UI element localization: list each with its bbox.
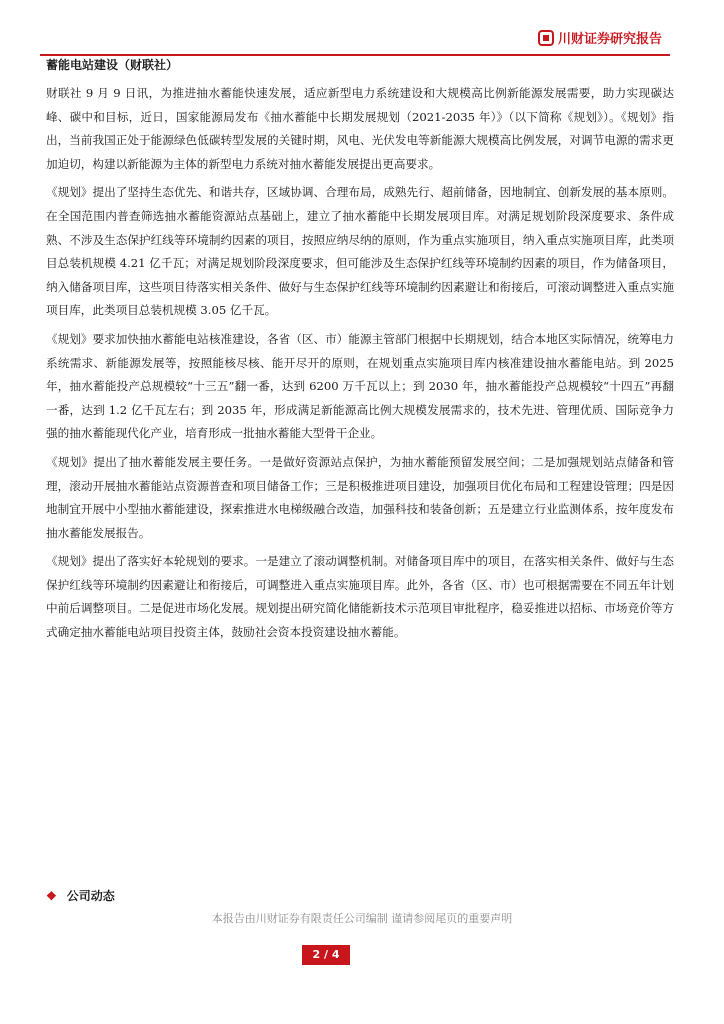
chuancai-logo-icon <box>538 30 554 46</box>
paragraph: 《规划》提出了抽水蓄能发展主要任务。一是做好资源站点保护，为抽水蓄能预留发展空间；二是加强规划站点储备和管理，滚动开展抽水蓄能站点资源普查和项目储备工作；三是积极推进项目建设，加强项目优化布局和工程建设管理；四是因地制宜开展中小型抽水蓄能建设，探索推进水电梯级融合改造，加强科技和装备创新；五是建立行业监测体系，按年度发布抽水蓄能发展报告。 <box>46 454 674 540</box>
subheading-text: 公司动态 <box>66 889 115 903</box>
paragraph: 《规划》提出了坚持生态优先、和谐共存，区域协调、合理布局，成熟先行、超前储备，因地制宜、创新发展的基本原则。在全国范围内普查筛选抽水蓄能资源站点基础上，建立了抽水蓄能中长期发展项目库。对满足规划阶段深度要求、条件成熟、不涉及生态保护红线等环境制约因素的项目，按照应纳尽纳的原则，作为重点实施项目，纳入重点实施项目库，此类项目总装机规模 4.21 亿千瓦；对满足规划阶段深度要求，但可能涉及生态保护红线等环境制约因素的项目，作为储备项目，纳入储备项目库，这些项目待落实相关条件、做好与生态保护红线等环境制约因素避让和衔接后，可滚动调整进入重点实施项目库，此类项目总装机规模 3.05 亿千瓦。 <box>46 185 674 318</box>
paragraph: 财联社 9 月 9 日讯，为推进抽水蓄能快速发展，适应新型电力系统建设和大规模高比例新能源发展需要，助力实现碳达峰、碳中和目标，近日，国家能源局发布《抽水蓄能中长期发展规划（2021-2035 年）》（以下简称《规划》）。《规划》指出，当前我国正处于能源绿色低碳转型发展的关键时期，风电、光伏发电等新能源大规模高比例发展，对调节电源的需求更加迫切，构建以新能源为主体的新型电力系统对抽水蓄能发展提出更高要求。 <box>46 86 674 171</box>
section-title: 蓄能电站建设（财联社） <box>46 58 179 72</box>
footer-disclaimer: 本报告由川财证券有限责任公司编制 谨请参阅尾页的重要声明 <box>211 912 513 925</box>
page-header <box>40 24 670 56</box>
brand-name: 川财证券研究报告 <box>557 32 662 47</box>
diamond-bullet-icon: ❖ <box>46 888 57 903</box>
paragraph: 《规划》提出了落实好本轮规划的要求。一是建立了滚动调整机制。对储备项目库中的项目，在落实相关条件、做好与生态保护红线等环境制约因素避让和衔接后，可调整进入重点实施项目库。此外，各省（区、市）也可根据需要在不同五年计划中前后调整项目。二是促进市场化发展。规划提出研究简化储能新技术示范项目审批程序，稳妥推进以招标、市场竞价等方式确定抽水蓄能电站项目投资主体，鼓励社会资本投资建设抽水蓄能。 <box>46 554 674 640</box>
page-number: 2 / 4 <box>302 945 350 965</box>
article-body <box>46 82 674 650</box>
brand <box>538 28 662 47</box>
paragraph: 《规划》要求加快抽水蓄能电站核准建设，各省（区、市）能源主管部门根据中长期规划，结合本地区实际情况，统筹电力系统需求、新能源发展等，按照能核尽核、能开尽开的原则，在规划重点实施项目库内核准建设抽水蓄能电站。到 2025 年，抽水蓄能投产总规模较“十三五”翻一番，达到 6200 万千瓦以上；到 2030 年，抽水蓄能投产总规模较“十四五”再翻一番，达到 1.2 亿千瓦左右；到 2035 年，形成满足新能源高比例大规模发展需求的，技术先进、管理优质、国际竞争力强的抽水蓄能现代化产业，培育形成一批抽水蓄能大型骨干企业。 <box>46 331 674 441</box>
company-news-heading <box>46 887 115 904</box>
